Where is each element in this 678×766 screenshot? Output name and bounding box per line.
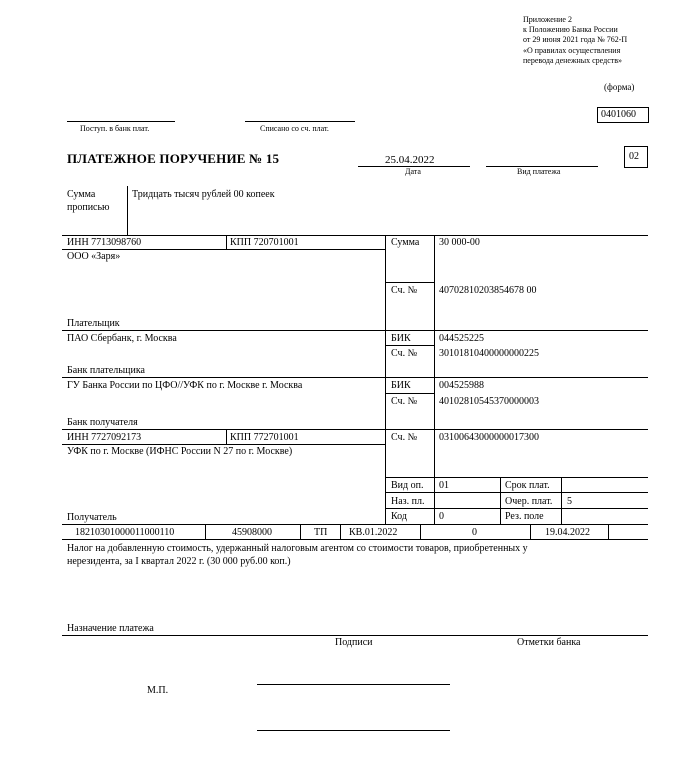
signature-line-1 [257,684,450,685]
grid-line [205,524,206,539]
payee-bank-bik-label: БИК [391,380,411,391]
payer-bank-name: ПАО Сбербанк, г. Москва [67,333,177,344]
grid-line [340,524,341,539]
payee-inn: ИНН 7727092173 [67,432,142,443]
signature-line-2 [257,730,450,731]
appendix-line-1: Приложение 2 [523,15,572,24]
tax-period: КВ.01.2022 [349,527,398,538]
purpose-text-line-2: нерезидента, за I квартал 2022 г. (30 000 руб.00 коп.) [67,556,291,567]
payer-amount: 30 000-00 [439,237,480,248]
code-label: Код [391,511,407,522]
priority-value: 5 [567,496,572,507]
form-code: 0401060 [601,109,636,120]
grid-line [62,539,648,540]
grid-line [434,235,435,525]
grid-line [62,330,648,331]
purpose-label: Назначение платежа [67,623,154,634]
payee-name: УФК по г. Москве (ИФНС России N 27 по г. Москве) [67,446,293,457]
grid-line [608,524,609,539]
grid-line [62,235,648,236]
payer-bank-account-label: Сч. № [391,348,418,359]
payee-kpp: КПП 772701001 [230,432,299,443]
payer-amount-label: Сумма [391,237,420,248]
code-value: 0 [439,511,444,522]
grid-line [385,508,648,509]
reserve-label: Рез. поле [505,511,544,522]
payer-inn: ИНН 7713098760 [67,237,142,248]
date-label: Дата [405,167,421,176]
payee-bank-name: ГУ Банка России по ЦФО//УФК по г. Москве г. Москва [67,380,303,391]
grid-line [62,635,648,636]
grid-line [561,477,562,524]
payee-bank-account: 40102810545370000003 [439,396,539,407]
tax-oktmo: 45908000 [232,527,272,538]
payment-type-label: Вид платежа [517,167,561,176]
payer-label: Плательщик [67,318,120,329]
priority-label: Очер. плат. [505,496,553,507]
appendix-line-4: «О правилах осуществления [523,46,621,55]
debited-label: Списано со сч. плат. [260,124,329,133]
grid-line [62,524,648,525]
grid-line [385,492,648,493]
signatures-label: Подписи [335,637,373,648]
tax-doc-date: 19.04.2022 [545,527,590,538]
appendix-line-2: к Положению Банка России [523,25,618,34]
grid-line [226,429,227,444]
stamp-label: М.П. [147,685,169,696]
payee-bank-account-label: Сч. № [391,396,418,407]
appendix-line-3: от 29 июня 2021 года № 762-П [523,35,628,44]
debited-line [245,121,355,122]
page-title: ПЛАТЕЖНОЕ ПОРУЧЕНИЕ № 15 [67,151,280,166]
grid-line [62,429,648,430]
payee-bank-bik: 004525988 [439,380,484,391]
grid-line [385,235,386,525]
amount-words-label-2: прописью [67,202,110,213]
payee-label: Получатель [67,512,117,523]
payer-bank-bik-label: БИК [391,333,411,344]
grid-line [420,524,421,539]
payee-account: 03100643000000017300 [439,432,539,443]
amount-words-label-1: Сумма [67,189,96,200]
payer-name: ООО «Заря» [67,251,121,262]
op-type: 01 [439,480,449,491]
grid-line [385,393,434,394]
grid-line [62,249,385,250]
received-label: Поступ. в банк плат. [80,124,150,133]
amount-words-value: Тридцать тысяч рублей 00 копеек [132,189,275,200]
grid-line [385,477,648,478]
status-code: 02 [629,151,639,162]
grid-line [62,444,385,445]
tax-doc-number: 0 [472,527,477,538]
tax-kbk: 18210301000011000110 [75,527,175,538]
appendix-line-5: перевода денежных средств» [523,56,623,65]
grid-line [226,235,227,249]
payee-bank-label: Банк получателя [67,417,138,428]
bank-marks-label: Отметки банка [517,637,581,648]
grid-line [385,345,434,346]
purpose-code-label: Наз. пл. [391,496,425,507]
order-date: 25.04.2022 [385,154,435,166]
tax-basis: ТП [314,527,328,538]
payee-account-label: Сч. № [391,432,418,443]
payer-bank-bik: 044525225 [439,333,484,344]
op-type-label: Вид оп. [391,480,424,491]
grid-line [530,524,531,539]
grid-line [300,524,301,539]
grid-line [385,282,434,283]
payer-bank-label: Банк плательщика [67,365,145,376]
due-label: Срок плат. [505,480,550,491]
form-label: (форма) [604,82,635,92]
grid-line [62,377,648,378]
amount-words-divider [127,186,128,236]
purpose-text-line-1: Налог на добавленную стоимость, удержанный налоговым агентом со стоимости товаров, приобретенных у [67,543,528,554]
received-line [67,121,175,122]
payer-kpp: КПП 720701001 [230,237,299,248]
grid-line [500,477,501,524]
payer-bank-account: 30101810400000000225 [439,348,539,359]
payer-account-label: Сч. № [391,285,418,296]
payer-account: 40702810203854678 00 [439,285,537,296]
